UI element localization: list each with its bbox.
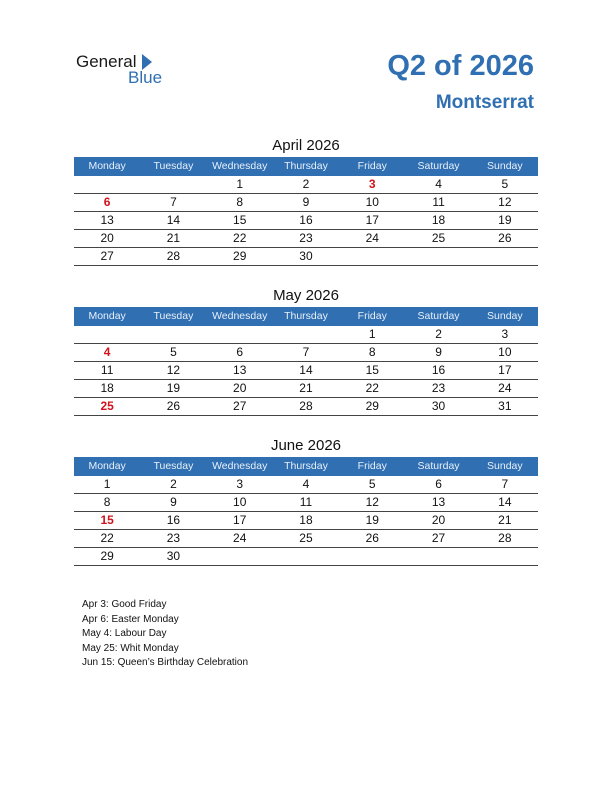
- day-cell: 17: [233, 513, 247, 527]
- day-cell: 28: [498, 531, 512, 545]
- day-cell: 29: [100, 549, 114, 563]
- day-cell: 18: [431, 213, 446, 227]
- day-cell: 15: [100, 513, 114, 527]
- day-cell: 8: [103, 495, 111, 509]
- day-cell: 31: [498, 399, 512, 413]
- weeks-grid: [74, 326, 538, 416]
- day-cell: 18: [100, 381, 114, 395]
- weekday-label: Tuesday: [153, 460, 194, 472]
- weekday-label: Sunday: [487, 310, 523, 322]
- day-cell: 1: [368, 327, 376, 341]
- day-cell: 21: [299, 381, 313, 395]
- weekday-label: Thursday: [284, 460, 328, 472]
- day-cell: 3: [236, 477, 244, 491]
- day-cell: 8: [368, 345, 376, 359]
- day-cell: 22: [233, 231, 247, 245]
- week-row: [74, 548, 538, 566]
- holiday-notes: [82, 598, 248, 671]
- empty-day-cell: [472, 548, 538, 565]
- day-cell: 20: [100, 231, 114, 245]
- week-row: [74, 248, 538, 266]
- weekday-label: Friday: [357, 160, 387, 172]
- day-cell: 10: [233, 495, 247, 509]
- empty-day-cell: [207, 548, 273, 565]
- month-june: [74, 435, 538, 566]
- week-row: [74, 512, 538, 530]
- empty-day-cell: [74, 176, 140, 193]
- day-cell: 9: [435, 345, 442, 359]
- brand-logo: [76, 52, 196, 88]
- day-cell: 26: [166, 399, 181, 413]
- weekday-label: Sunday: [487, 160, 523, 172]
- day-cell: 14: [498, 495, 512, 509]
- day-cell: 12: [498, 195, 512, 209]
- weekday-label: Monday: [88, 310, 126, 322]
- empty-day-cell: [339, 248, 405, 265]
- day-cell: 22: [100, 531, 114, 545]
- week-row: [74, 494, 538, 512]
- day-cell: 23: [166, 531, 181, 545]
- day-cell: 8: [236, 195, 244, 209]
- day-cell: 25: [431, 231, 446, 245]
- day-cell: 19: [166, 381, 181, 395]
- empty-day-cell: [273, 548, 339, 565]
- weekday-label: Wednesday: [212, 310, 268, 322]
- day-cell: 13: [431, 495, 446, 509]
- day-cell: 7: [302, 345, 310, 359]
- day-cell: 4: [435, 177, 442, 191]
- logo-blue-text: Blue: [128, 68, 163, 87]
- week-row: [74, 176, 538, 194]
- day-cell: 3: [368, 177, 376, 191]
- weekday-label: Thursday: [284, 310, 328, 322]
- day-cell: 9: [170, 495, 177, 509]
- day-cell: 12: [365, 495, 379, 509]
- month-title: April 2026: [272, 137, 340, 154]
- weekday-label: Wednesday: [212, 460, 268, 472]
- day-cell: 11: [299, 495, 313, 509]
- holiday-note: May 4: Labour Day: [82, 628, 167, 639]
- day-cell: 24: [498, 381, 512, 395]
- day-cell: 6: [236, 345, 244, 359]
- weekday-label: Thursday: [284, 160, 328, 172]
- weekday-label: Tuesday: [153, 160, 194, 172]
- logo-general-text: General: [76, 52, 137, 71]
- day-cell: 4: [103, 345, 111, 359]
- day-cell: 7: [501, 477, 509, 491]
- weekday-label: Monday: [88, 160, 126, 172]
- day-cell: 21: [498, 513, 512, 527]
- weekday-label: Saturday: [417, 310, 460, 322]
- weekday-label: Monday: [88, 460, 126, 472]
- day-cell: 5: [368, 477, 376, 491]
- day-cell: 5: [501, 177, 509, 191]
- week-row: [74, 530, 538, 548]
- day-cell: 16: [431, 363, 446, 377]
- empty-day-cell: [140, 176, 206, 193]
- day-cell: 13: [100, 213, 114, 227]
- month-title: June 2026: [270, 437, 342, 454]
- empty-day-cell: [405, 548, 471, 565]
- day-cell: 11: [432, 195, 445, 209]
- day-cell: 24: [233, 531, 247, 545]
- day-cell: 22: [365, 381, 379, 395]
- holiday-note: Apr 3: Good Friday: [82, 599, 167, 610]
- day-cell: 18: [299, 513, 313, 527]
- country-name: Montserrat: [435, 92, 534, 113]
- weekday-label: Tuesday: [153, 310, 194, 322]
- day-cell: 14: [166, 213, 181, 227]
- empty-day-cell: [472, 248, 538, 265]
- day-cell: 28: [299, 399, 313, 413]
- day-cell: 30: [431, 399, 446, 413]
- day-cell: 10: [365, 195, 379, 209]
- day-cell: 27: [233, 399, 247, 413]
- day-cell: 7: [170, 195, 177, 209]
- weekday-header: [74, 307, 538, 326]
- day-cell: 25: [299, 531, 313, 545]
- day-cell: 15: [365, 363, 379, 377]
- week-row: [74, 476, 538, 494]
- day-cell: 25: [100, 399, 114, 413]
- day-cell: 13: [233, 363, 247, 377]
- day-cell: 10: [498, 345, 512, 359]
- day-cell: 9: [302, 195, 310, 209]
- day-cell: 30: [299, 249, 313, 263]
- week-row: [74, 344, 538, 362]
- day-cell: 29: [233, 249, 247, 263]
- empty-day-cell: [405, 248, 471, 265]
- weekday-label: Wednesday: [212, 160, 268, 172]
- day-cell: 28: [166, 249, 181, 263]
- week-row: [74, 380, 538, 398]
- day-cell: 16: [166, 513, 181, 527]
- day-cell: 19: [365, 513, 379, 527]
- day-cell: 2: [302, 177, 310, 191]
- week-row: [74, 194, 538, 212]
- holiday-note: May 25: Whit Monday: [82, 642, 179, 654]
- day-cell: 3: [501, 327, 509, 341]
- day-cell: 15: [233, 213, 247, 227]
- month-may: [74, 285, 538, 416]
- month-april: [74, 135, 538, 266]
- weekday-header: [74, 157, 538, 176]
- day-cell: 17: [365, 213, 379, 227]
- weekday-label: Sunday: [487, 460, 523, 472]
- day-cell: 14: [299, 363, 313, 377]
- day-cell: 23: [299, 231, 313, 245]
- day-cell: 6: [103, 195, 111, 209]
- weekday-label: Saturday: [417, 160, 460, 172]
- day-cell: 16: [299, 213, 313, 227]
- day-cell: 11: [100, 363, 114, 377]
- week-row: [74, 326, 538, 344]
- day-cell: 1: [103, 477, 111, 491]
- day-cell: 2: [170, 477, 177, 491]
- holiday-note: Jun 15: Queen’s Birthday Celebration: [82, 657, 249, 668]
- day-cell: 24: [365, 231, 379, 245]
- day-cell: 12: [166, 363, 181, 377]
- logo-flag-icon: [142, 54, 152, 70]
- week-row: [74, 212, 538, 230]
- day-cell: 20: [431, 513, 446, 527]
- day-cell: 21: [166, 231, 181, 245]
- day-cell: 30: [166, 549, 181, 563]
- day-cell: 29: [365, 399, 379, 413]
- weekday-label: Friday: [357, 460, 387, 472]
- month-title: May 2026: [273, 287, 339, 304]
- weekday-header: [74, 457, 538, 476]
- day-cell: 26: [498, 231, 512, 245]
- day-cell: 27: [431, 531, 446, 545]
- day-cell: 20: [233, 381, 247, 395]
- day-cell: 17: [498, 363, 512, 377]
- week-row: [74, 398, 538, 416]
- empty-day-cell: [207, 326, 273, 343]
- day-cell: 26: [365, 531, 379, 545]
- empty-day-cell: [273, 326, 339, 343]
- day-cell: 19: [498, 213, 512, 227]
- empty-day-cell: [339, 548, 405, 565]
- empty-day-cell: [140, 326, 206, 343]
- day-cell: 5: [170, 345, 177, 359]
- page-title: Q2 of 2026: [387, 50, 534, 82]
- weekday-label: Friday: [357, 310, 387, 322]
- day-cell: 1: [236, 177, 244, 191]
- weeks-grid: [74, 476, 538, 566]
- day-cell: 2: [435, 327, 442, 341]
- week-row: [74, 230, 538, 248]
- day-cell: 4: [302, 477, 310, 491]
- day-cell: 23: [431, 381, 446, 395]
- week-row: [74, 362, 538, 380]
- day-cell: 27: [100, 249, 114, 263]
- holiday-note: Apr 6: Easter Monday: [82, 613, 179, 625]
- empty-day-cell: [74, 326, 140, 343]
- day-cell: 6: [435, 477, 442, 491]
- weekday-label: Saturday: [417, 460, 460, 472]
- weeks-grid: [74, 176, 538, 266]
